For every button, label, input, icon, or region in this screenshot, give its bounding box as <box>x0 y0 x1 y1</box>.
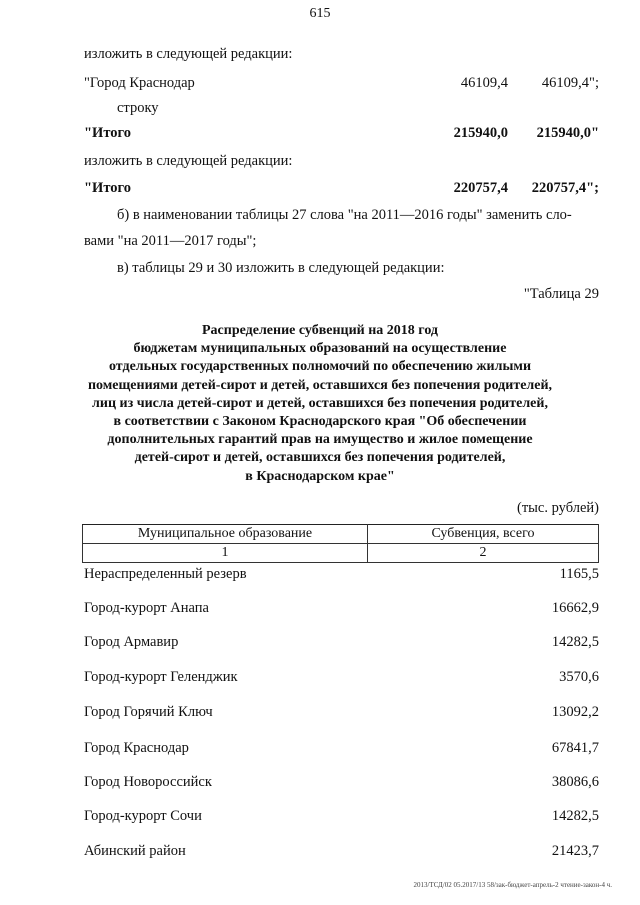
footer-note: 2013/ТСД/02 05.2017/13 58/зак-бюджет-апрель-2 чтение-закон-4 ч. <box>413 881 612 889</box>
table-row-name: Город Краснодар <box>84 740 189 756</box>
title-line: в соответствии с Законом Краснодарского края "Об обеспечении <box>113 414 527 430</box>
table-label: "Таблица 29 <box>523 286 599 302</box>
table-row-name: Город Горячий Ключ <box>84 704 213 720</box>
title-line: бюджетам муниципальных образований на осуществление <box>133 341 507 357</box>
column-number: 2 <box>368 544 599 563</box>
table-row-value: 67841,7 <box>551 740 599 756</box>
table-title <box>60 322 580 486</box>
table-row-value: 38086,6 <box>551 774 599 790</box>
text-line: вами "на 2011—2017 годы"; <box>84 233 257 249</box>
table-row-value: 1165,5 <box>559 566 599 582</box>
table-row-name: Город-курорт Геленджик <box>84 669 238 685</box>
row-value: 220757,4"; <box>531 180 599 196</box>
title-line: детей-сирот и детей, оставшихся без попечения родителей, <box>134 450 506 466</box>
title-line: дополнительных гарантий прав на имущество и жилое помещение <box>107 432 533 448</box>
row-value: 215940,0 <box>453 125 508 141</box>
table-row-name: Нераспределенный резерв <box>84 566 247 582</box>
title-line: лиц из числа детей-сирот и детей, оставшихся без попечения родителей, <box>92 395 548 411</box>
table-row-value: 13092,2 <box>551 704 599 720</box>
row-name: "Итого <box>84 180 131 196</box>
table-row-value: 3570,6 <box>559 669 599 685</box>
table-header <box>82 524 599 563</box>
units-label: (тыс. рублей) <box>517 500 599 516</box>
page-number: 615 <box>309 6 331 21</box>
table-row-value: 16662,9 <box>551 600 599 616</box>
text-line: строку <box>117 100 159 116</box>
row-name: "Итого <box>84 125 131 141</box>
table-row-value: 14282,5 <box>551 634 599 650</box>
column-number: 1 <box>83 544 368 563</box>
text-line: изложить в следующей редакции: <box>84 153 293 169</box>
text-line: в) таблицы 29 и 30 изложить в следующей редакции: <box>117 260 445 276</box>
row-value: 46109,4"; <box>541 75 599 91</box>
table-row-name: Город-курорт Сочи <box>84 808 202 824</box>
row-value: 215940,0" <box>536 125 599 141</box>
row-value: 220757,4 <box>453 180 508 196</box>
column-header: Муниципальное образование <box>83 525 368 544</box>
table-row-name: Город Новороссийск <box>84 774 212 790</box>
row-name: "Город Краснодар <box>84 75 195 91</box>
title-line: отдельных государственных полномочий по обеспечению жилыми <box>108 359 532 375</box>
title-line: в Краснодарском крае" <box>245 468 395 484</box>
row-value: 46109,4 <box>460 75 508 91</box>
column-header: Субвенция, всего <box>368 525 599 544</box>
title-line: помещениями детей-сирот и детей, оставшихся без попечения родителей, <box>87 377 553 393</box>
text-line: изложить в следующей редакции: <box>84 46 293 62</box>
text-line: б) в наименовании таблицы 27 слова "на 2011—2016 годы" заменить сло- <box>117 207 572 223</box>
table-row-name: Абинский район <box>84 843 186 859</box>
table-row-name: Город-курорт Анапа <box>84 600 209 616</box>
title-line: Распределение субвенций на 2018 год <box>202 323 438 338</box>
table-row-value: 14282,5 <box>551 808 599 824</box>
table-row-value: 21423,7 <box>551 843 599 859</box>
table-row-name: Город Армавир <box>84 634 179 650</box>
